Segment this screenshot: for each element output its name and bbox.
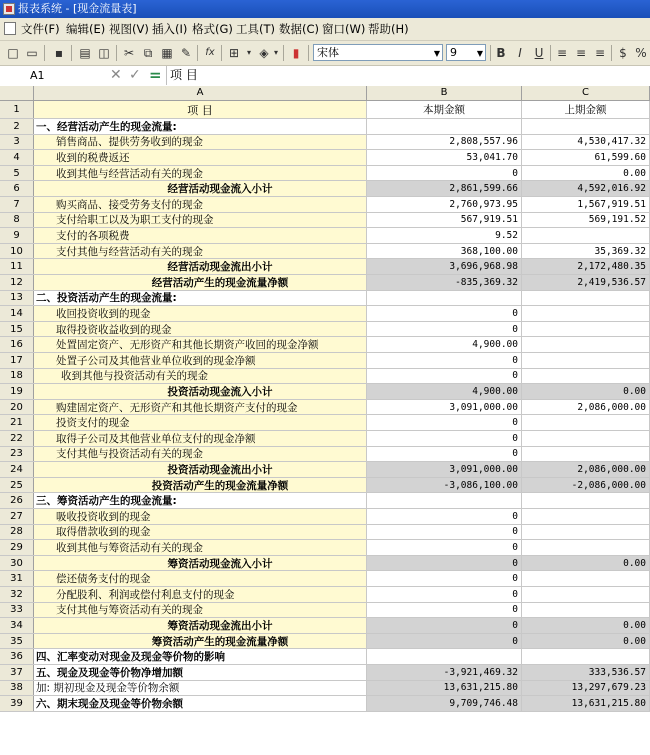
table-row [0, 478, 650, 494]
table-row [0, 603, 650, 619]
chart-icon[interactable]: ▮ [292, 46, 300, 60]
column-header-c[interactable]: C [522, 86, 650, 101]
row-number[interactable]: 10 [0, 244, 34, 259]
row-number[interactable]: 20 [0, 400, 34, 415]
cell-item-label[interactable]: 加: 期初现金及现金等价物余额 [34, 681, 367, 696]
cell-item-label[interactable]: 投资支付的现金 [34, 415, 367, 430]
print-icon[interactable]: ▤ [79, 46, 91, 60]
cell-prior-amount[interactable]: 4,592,016.92 [522, 181, 650, 196]
table-row [0, 493, 650, 509]
cell-current-amount[interactable]: 0 [367, 415, 522, 430]
cell-prior-amount[interactable] [522, 587, 650, 602]
fill-color-dropdown-icon[interactable]: ▾ [273, 48, 278, 57]
menu-view[interactable]: 视图(V) [109, 22, 149, 36]
print-preview-icon[interactable]: ◫ [98, 46, 110, 60]
table-row [0, 587, 650, 603]
cell-item-label[interactable]: 处置子公司及其他营业单位收到的现金净额 [34, 353, 367, 368]
cell-item-label[interactable]: 五、现金及现金等价物净增加额 [34, 665, 367, 680]
table-row [0, 509, 650, 525]
table-row [0, 291, 650, 307]
table-row [0, 353, 650, 369]
row-number[interactable]: 8 [0, 213, 34, 228]
cell-current-amount[interactable]: 9.52 [367, 228, 522, 243]
save-icon[interactable]: ▪ [54, 46, 64, 60]
cell-current-amount[interactable]: 53,041.70 [367, 150, 522, 165]
table-row [0, 259, 650, 275]
cell-current-amount[interactable]: -835,369.32 [367, 275, 522, 290]
table-row [0, 447, 650, 463]
cell-reference-box[interactable]: A1 [30, 69, 45, 82]
function-icon[interactable]: fx [205, 47, 215, 58]
cell-prior-amount[interactable]: 0.00 [522, 556, 650, 571]
cell-prior-amount[interactable]: 2,086,000.00 [522, 462, 650, 477]
cell-item-label[interactable]: 收到其他与投资活动有关的现金 [34, 369, 367, 384]
cell-prior-amount[interactable]: 569,191.52 [522, 213, 650, 228]
cell-current-amount[interactable]: 0 [367, 447, 522, 462]
font-size-select[interactable] [446, 44, 486, 61]
row-number[interactable]: 26 [0, 493, 34, 508]
row-number[interactable]: 9 [0, 228, 34, 243]
new-file-icon[interactable]: □ [7, 46, 19, 60]
table-row [0, 618, 650, 634]
row-number[interactable]: 4 [0, 150, 34, 165]
cell-item-label[interactable]: 经营活动现金流入小计 [34, 181, 367, 196]
cell-prior-amount[interactable]: 61,599.60 [522, 150, 650, 165]
cell-prior-amount[interactable] [522, 291, 650, 306]
row-number[interactable]: 27 [0, 509, 34, 524]
cell-prior-amount[interactable]: 0.00 [522, 384, 650, 399]
row-number[interactable]: 39 [0, 696, 34, 711]
font-name-select[interactable] [313, 44, 443, 61]
formula-bar [0, 66, 650, 87]
chevron-down-icon: ▼ [433, 49, 440, 58]
font-name-value: 宋体 [317, 46, 339, 59]
cell-prior-amount[interactable]: 2,419,536.57 [522, 275, 650, 290]
cell-current-amount[interactable]: 3,696,968.98 [367, 259, 522, 274]
menu-data[interactable]: 数据(C) [279, 22, 320, 36]
cell-item-label[interactable]: 支付其他与筹资活动有关的现金 [34, 603, 367, 618]
cell-prior-amount[interactable] [522, 431, 650, 446]
row-number[interactable]: 19 [0, 384, 34, 399]
table-row [0, 415, 650, 431]
menu-edit[interactable]: 编辑(E) [66, 22, 106, 36]
cell-prior-amount[interactable]: 0.00 [522, 166, 650, 181]
row-number[interactable]: 15 [0, 322, 34, 337]
cell-item-label[interactable]: 投资活动产生的现金流量净额 [34, 478, 367, 493]
cell-current-amount[interactable]: 13,631,215.80 [367, 681, 522, 696]
window-title: 报表系统 - [现金流量表] [18, 2, 137, 15]
toolbar-separator [283, 45, 284, 61]
cell-item-label[interactable]: 二、投资活动产生的现金流量: [34, 291, 367, 306]
table-row [0, 634, 650, 650]
cell-item-label[interactable]: 一、经营活动产生的现金流量: [34, 119, 367, 134]
toolbar [0, 41, 650, 66]
cell-item-label[interactable]: 三、筹资活动产生的现金流量: [34, 493, 367, 508]
cell-prior-amount[interactable]: 13,631,215.80 [522, 696, 650, 711]
document-icon [4, 22, 16, 35]
cell-current-amount[interactable]: 4,900.00 [367, 337, 522, 352]
table-row [0, 525, 650, 541]
cell-current-amount[interactable]: 3,091,000.00 [367, 400, 522, 415]
cell-prior-amount[interactable]: 333,536.57 [522, 665, 650, 680]
row-number[interactable]: 16 [0, 337, 34, 352]
row-number[interactable]: 30 [0, 556, 34, 571]
row-number[interactable]: 31 [0, 571, 34, 586]
cell-prior-amount[interactable] [522, 228, 650, 243]
row-number[interactable]: 36 [0, 649, 34, 664]
row-number[interactable]: 11 [0, 259, 34, 274]
open-folder-icon[interactable]: ▭ [26, 46, 38, 60]
italic-button[interactable]: I [518, 46, 522, 60]
cell-prior-amount[interactable] [522, 571, 650, 586]
cell-current-amount[interactable]: 567,919.51 [367, 213, 522, 228]
cell-item-label[interactable]: 投资活动现金流出小计 [34, 462, 367, 477]
cell-item-label[interactable]: 收回投资收到的现金 [34, 306, 367, 321]
align-right-icon[interactable]: ≡ [594, 46, 606, 60]
cell-item-label[interactable]: 经营活动现金流出小计 [34, 259, 367, 274]
cell-item-label[interactable]: 收到的税费返还 [34, 150, 367, 165]
font-size-value: 9 [450, 46, 457, 59]
cell-item-label[interactable]: 投资活动现金流入小计 [34, 384, 367, 399]
row-number[interactable]: 23 [0, 447, 34, 462]
underline-button[interactable]: U [534, 46, 544, 60]
table-row [0, 462, 650, 478]
cell-item-label[interactable]: 筹资活动现金流出小计 [34, 618, 367, 633]
table-row [0, 369, 650, 385]
table-row [0, 649, 650, 665]
app-icon [3, 3, 15, 15]
row-number[interactable]: 33 [0, 603, 34, 618]
menu-bar [0, 18, 650, 41]
table-row [0, 696, 650, 712]
cell-item-label[interactable]: 筹资活动产生的现金流量净额 [34, 634, 367, 649]
borders-icon[interactable]: ⊞ [228, 46, 240, 60]
cell-item-label[interactable]: 偿还债务支付的现金 [34, 571, 367, 586]
align-left-icon[interactable]: ≡ [556, 46, 568, 60]
cell-item-label[interactable]: 支付其他与投资活动有关的现金 [34, 447, 367, 462]
table-row [0, 384, 650, 400]
table-row [0, 150, 650, 166]
cell-current-amount[interactable]: -3,921,469.32 [367, 665, 522, 680]
cell-current-amount[interactable]: 0 [367, 634, 522, 649]
table-row [0, 181, 650, 197]
cell-current-amount[interactable]: 0 [367, 353, 522, 368]
cell-item-label[interactable]: 收到其他与经营活动有关的现金 [34, 166, 367, 181]
cell-current-amount[interactable] [367, 493, 522, 508]
row-number[interactable]: 17 [0, 353, 34, 368]
column-header-a[interactable]: A [34, 86, 367, 101]
cell-item-label[interactable]: 收到其他与筹资活动有关的现金 [34, 540, 367, 555]
cell-current-amount[interactable]: 368,100.00 [367, 244, 522, 259]
table-row [0, 244, 650, 260]
menu-tools[interactable]: 工具(T) [236, 22, 275, 36]
cell-item-label[interactable]: 项 目 [34, 101, 367, 118]
menu-insert[interactable]: 插入(I) [152, 22, 188, 36]
row-number[interactable]: 12 [0, 275, 34, 290]
cell-item-label[interactable]: 取得借款收到的现金 [34, 525, 367, 540]
cell-current-amount[interactable] [367, 291, 522, 306]
table-row [0, 213, 650, 229]
table-row [0, 540, 650, 556]
cell-current-amount[interactable]: 0 [367, 571, 522, 586]
cell-prior-amount[interactable]: 35,369.32 [522, 244, 650, 259]
cell-prior-amount[interactable] [522, 353, 650, 368]
cell-prior-amount[interactable]: -2,086,000.00 [522, 478, 650, 493]
cell-item-label[interactable]: 分配股利、利润或偿付利息支付的现金 [34, 587, 367, 602]
spreadsheet-grid [0, 86, 650, 755]
cell-prior-amount[interactable]: 0.00 [522, 634, 650, 649]
row-number[interactable]: 22 [0, 431, 34, 446]
cell-item-label[interactable]: 经营活动产生的现金流量净额 [34, 275, 367, 290]
cell-item-label[interactable]: 销售商品、提供劳务收到的现金 [34, 135, 367, 150]
cell-prior-amount[interactable] [522, 369, 650, 384]
table-row [0, 400, 650, 416]
cell-prior-amount[interactable] [522, 509, 650, 524]
cut-icon[interactable]: ✂ [123, 46, 135, 60]
toolbar-separator [611, 45, 612, 61]
cell-current-amount[interactable]: 0 [367, 166, 522, 181]
copy-icon[interactable]: ⧉ [143, 46, 153, 60]
cancel-x-icon[interactable]: ✕ [110, 67, 122, 83]
cell-current-amount[interactable]: 0 [367, 306, 522, 321]
column-header-b[interactable]: B [367, 86, 522, 101]
cell-prior-amount[interactable]: 2,086,000.00 [522, 400, 650, 415]
row-number[interactable]: 14 [0, 306, 34, 321]
row-number[interactable]: 3 [0, 135, 34, 150]
cell-prior-amount[interactable] [522, 119, 650, 134]
cell-prior-amount[interactable] [522, 540, 650, 555]
cell-current-amount[interactable]: 9,709,746.48 [367, 696, 522, 711]
cell-prior-amount[interactable] [522, 649, 650, 664]
cell-prior-amount[interactable] [522, 322, 650, 337]
row-number[interactable]: 7 [0, 197, 34, 212]
cell-current-amount[interactable]: 0 [367, 369, 522, 384]
cell-current-amount[interactable] [367, 119, 522, 134]
cell-current-amount[interactable]: 0 [367, 509, 522, 524]
bold-button[interactable]: B [496, 46, 506, 60]
table-row [0, 556, 650, 572]
row-number[interactable]: 13 [0, 291, 34, 306]
cell-item-label[interactable]: 吸收投资收到的现金 [34, 509, 367, 524]
cell-current-amount[interactable]: 0 [367, 525, 522, 540]
format-painter-icon[interactable]: ✎ [180, 46, 192, 60]
select-all-corner[interactable] [0, 86, 34, 101]
cell-item-label[interactable]: 处置固定资产、无形资产和其他长期资产收回的现金净额 [34, 337, 367, 352]
cell-current-amount[interactable]: -3,086,100.00 [367, 478, 522, 493]
cell-prior-amount[interactable]: 2,172,480.35 [522, 259, 650, 274]
toolbar-separator [44, 45, 45, 61]
formula-input[interactable]: 项 目 [166, 66, 640, 85]
table-row [0, 337, 650, 353]
cell-current-amount[interactable]: 0 [367, 540, 522, 555]
currency-icon[interactable]: $ [619, 46, 627, 60]
row-number[interactable]: 32 [0, 587, 34, 602]
row-number[interactable]: 34 [0, 618, 34, 633]
table-row [0, 275, 650, 291]
cell-prior-amount[interactable] [522, 415, 650, 430]
cell-current-amount[interactable]: 2,760,973.95 [367, 197, 522, 212]
cell-current-amount[interactable]: 3,091,000.00 [367, 462, 522, 477]
toolbar-separator [221, 45, 222, 61]
table-row [0, 431, 650, 447]
row-number[interactable]: 24 [0, 462, 34, 477]
cell-current-amount[interactable]: 2,808,557.96 [367, 135, 522, 150]
cell-prior-amount[interactable] [522, 447, 650, 462]
cell-prior-amount[interactable]: 1,567,919.51 [522, 197, 650, 212]
cell-item-label[interactable]: 四、汇率变动对现金及现金等价物的影响 [34, 649, 367, 664]
cell-item-label[interactable]: 购建固定资产、无形资产和其他长期资产支付的现金 [34, 400, 367, 415]
cell-prior-amount[interactable] [522, 337, 650, 352]
table-row [0, 166, 650, 182]
cell-current-amount[interactable]: 2,861,599.66 [367, 181, 522, 196]
toolbar-separator [550, 45, 551, 61]
cell-item-label[interactable]: 支付给职工以及为职工支付的现金 [34, 213, 367, 228]
table-row [0, 322, 650, 338]
row-number[interactable]: 5 [0, 166, 34, 181]
menu-help[interactable]: 帮助(H) [368, 22, 409, 36]
row-number[interactable]: 21 [0, 415, 34, 430]
toolbar-separator [197, 45, 198, 61]
confirm-check-icon[interactable]: ✓ [129, 67, 141, 83]
cell-prior-amount[interactable] [522, 525, 650, 540]
cell-item-label[interactable]: 取得投资收益收到的现金 [34, 322, 367, 337]
row-number[interactable]: 1 [0, 101, 34, 118]
menu-file[interactable]: 文件(F) [21, 22, 60, 36]
toolbar-separator [71, 45, 72, 61]
chevron-down-icon: ▼ [476, 49, 483, 58]
paste-icon[interactable]: ▦ [161, 46, 173, 60]
cell-current-amount[interactable] [367, 649, 522, 664]
cell-item-label[interactable]: 六、期末现金及现金等价物余额 [34, 696, 367, 711]
toolbar-separator [308, 45, 309, 61]
table-row [0, 119, 650, 135]
menu-format[interactable]: 格式(G) [192, 22, 233, 36]
equals-icon[interactable]: = [149, 66, 162, 84]
table-row [0, 135, 650, 151]
cell-item-label[interactable]: 支付其他与经营活动有关的现金 [34, 244, 367, 259]
cell-current-amount[interactable]: 4,900.00 [367, 384, 522, 399]
cell-current-amount[interactable]: 0 [367, 431, 522, 446]
row-number[interactable]: 2 [0, 119, 34, 134]
row-number[interactable]: 38 [0, 681, 34, 696]
cell-current-amount[interactable]: 本期金额 [367, 101, 522, 118]
fill-color-icon[interactable]: ◈ [259, 46, 269, 60]
cell-item-label[interactable]: 筹资活动现金流入小计 [34, 556, 367, 571]
menu-window[interactable]: 窗口(W) [322, 22, 366, 36]
toolbar-separator [116, 45, 117, 61]
row-number[interactable]: 37 [0, 665, 34, 680]
table-row [0, 101, 650, 119]
table-row [0, 571, 650, 587]
cell-prior-amount[interactable]: 0.00 [522, 618, 650, 633]
row-number[interactable]: 18 [0, 369, 34, 384]
cell-item-label[interactable]: 取得子公司及其他营业单位支付的现金净额 [34, 431, 367, 446]
cell-current-amount[interactable]: 0 [367, 556, 522, 571]
cell-prior-amount[interactable]: 13,297,679.23 [522, 681, 650, 696]
table-row [0, 681, 650, 697]
window-titlebar [0, 0, 650, 18]
table-row [0, 197, 650, 213]
table-row [0, 228, 650, 244]
row-number[interactable]: 28 [0, 525, 34, 540]
cell-prior-amount[interactable] [522, 493, 650, 508]
row-number[interactable]: 25 [0, 478, 34, 493]
toolbar-separator [490, 45, 491, 61]
table-row [0, 306, 650, 322]
cell-item-label[interactable]: 支付的各项税费 [34, 228, 367, 243]
cell-prior-amount[interactable]: 4,530,417.32 [522, 135, 650, 150]
cell-current-amount[interactable]: 0 [367, 322, 522, 337]
cell-item-label[interactable]: 购买商品、接受劳务支付的现金 [34, 197, 367, 212]
row-number[interactable]: 35 [0, 634, 34, 649]
percent-button[interactable]: % [635, 46, 647, 60]
cell-current-amount[interactable]: 0 [367, 603, 522, 618]
table-row [0, 665, 650, 681]
cell-current-amount[interactable]: 0 [367, 618, 522, 633]
cell-prior-amount[interactable] [522, 306, 650, 321]
cell-prior-amount[interactable]: 上期金额 [522, 101, 650, 118]
cell-current-amount[interactable]: 0 [367, 587, 522, 602]
align-center-icon[interactable]: ≡ [575, 46, 587, 60]
row-number[interactable]: 6 [0, 181, 34, 196]
row-number[interactable]: 29 [0, 540, 34, 555]
borders-dropdown-icon[interactable]: ▾ [246, 48, 251, 57]
cell-prior-amount[interactable] [522, 603, 650, 618]
